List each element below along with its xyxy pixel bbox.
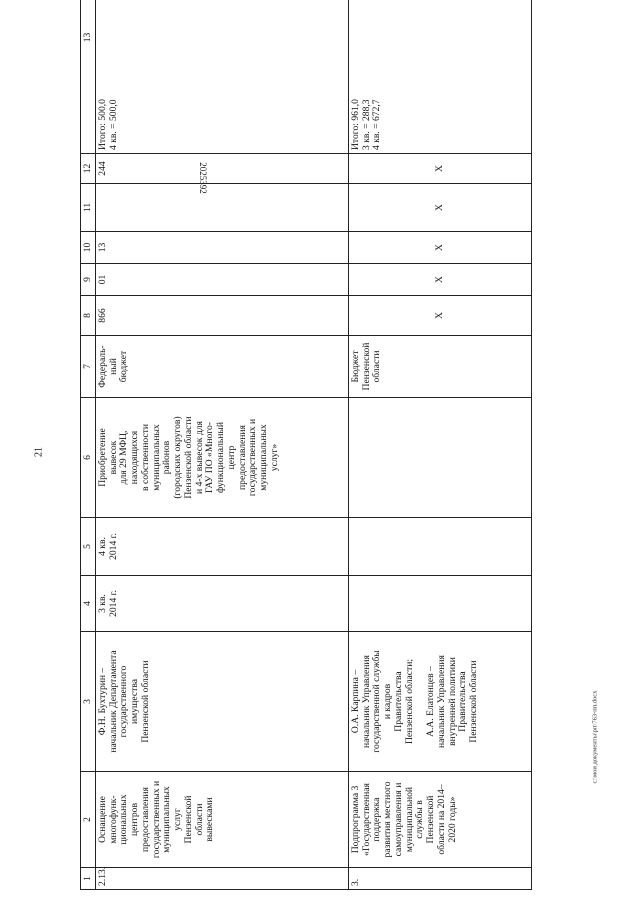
header-col-7: 7 <box>81 336 96 398</box>
table-row <box>96 0 349 890</box>
header-col-12: 12 <box>81 154 96 184</box>
header-col-1: 1 <box>81 868 96 890</box>
header-col-3: 3 <box>81 632 96 772</box>
code-csr <box>96 184 349 232</box>
end-date: 4 кв. 2014 г. <box>96 518 349 576</box>
funding-amount: Итого: 500,0 4 кв. = 500,0 <box>96 0 349 154</box>
code-csr: Х <box>349 184 532 232</box>
page-number-text: 21 <box>33 447 45 457</box>
funding-amount: Итого: 961,0 3 кв. = 288,3 4 кв. = 672,7 <box>349 0 532 154</box>
end-date <box>349 518 532 576</box>
rotated-table-container <box>80 22 532 890</box>
activity-name: Оснащение многофунк- циональных центров предоставления государственных и муниципальных услуг Пензенской области вывесками <box>96 772 349 868</box>
code-grbs: Х <box>349 296 532 336</box>
stamp-number: 2025392 <box>198 162 208 194</box>
row-number: 2.13. <box>96 868 349 890</box>
expected-result: Приобретение вывесок для 29 МФЦ, находящихся в собственности муниципальных районов (городских округов) Пензенской области и 4-х вывесок для ГАУ ПО «Много- функциональный центр предоставления государственных и муниципальных услуг» <box>96 398 349 518</box>
header-col-2: 2 <box>81 772 96 868</box>
responsible-person: О.А. Карпина – начальник Управления государственной службы и кадров Правительства Пензенской области; А.А. Елатонцев – начальник Управления внутренней политики Правительства Пензенской области <box>349 632 532 772</box>
start-date: 3 кв. 2014 г. <box>96 576 349 632</box>
funding-source: Федераль- ный бюджет <box>96 336 349 398</box>
code-grbs: 866 <box>96 296 349 336</box>
activity-name: Подпрограмма 3 «Государственная поддержка развития местного самоуправления и муниципальной службы в Пензенской области на 2014– 2020 годы» <box>349 772 532 868</box>
header-col-6: 6 <box>81 398 96 518</box>
expected-result <box>349 398 532 518</box>
code-vr: 244 <box>96 154 349 184</box>
header-col-9: 9 <box>81 264 96 296</box>
header-col-4: 4 <box>81 576 96 632</box>
code-vr: Х <box>349 154 532 184</box>
header-col-8: 8 <box>81 296 96 336</box>
row-number: 3. <box>349 868 532 890</box>
code-pr: Х <box>349 232 532 264</box>
header-col-13: 13 <box>81 0 96 154</box>
code-pr: 13 <box>96 232 349 264</box>
header-col-5: 5 <box>81 518 96 576</box>
header-col-10: 10 <box>81 232 96 264</box>
activities-table <box>80 0 532 890</box>
header-number-row <box>81 0 96 890</box>
funding-source: Бюджет Пензенской области <box>349 336 532 398</box>
footer-path-text: c:\мои документы\рп\763-пп.docx <box>591 690 599 784</box>
code-rz: 01 <box>96 264 349 296</box>
start-date <box>349 576 532 632</box>
responsible-person: Ф.Н. Бухтурин – начальник Департамента государственного имущества Пензенской области <box>96 632 349 772</box>
header-col-11: 11 <box>81 184 96 232</box>
code-rz: Х <box>349 264 532 296</box>
table-row <box>349 0 532 890</box>
